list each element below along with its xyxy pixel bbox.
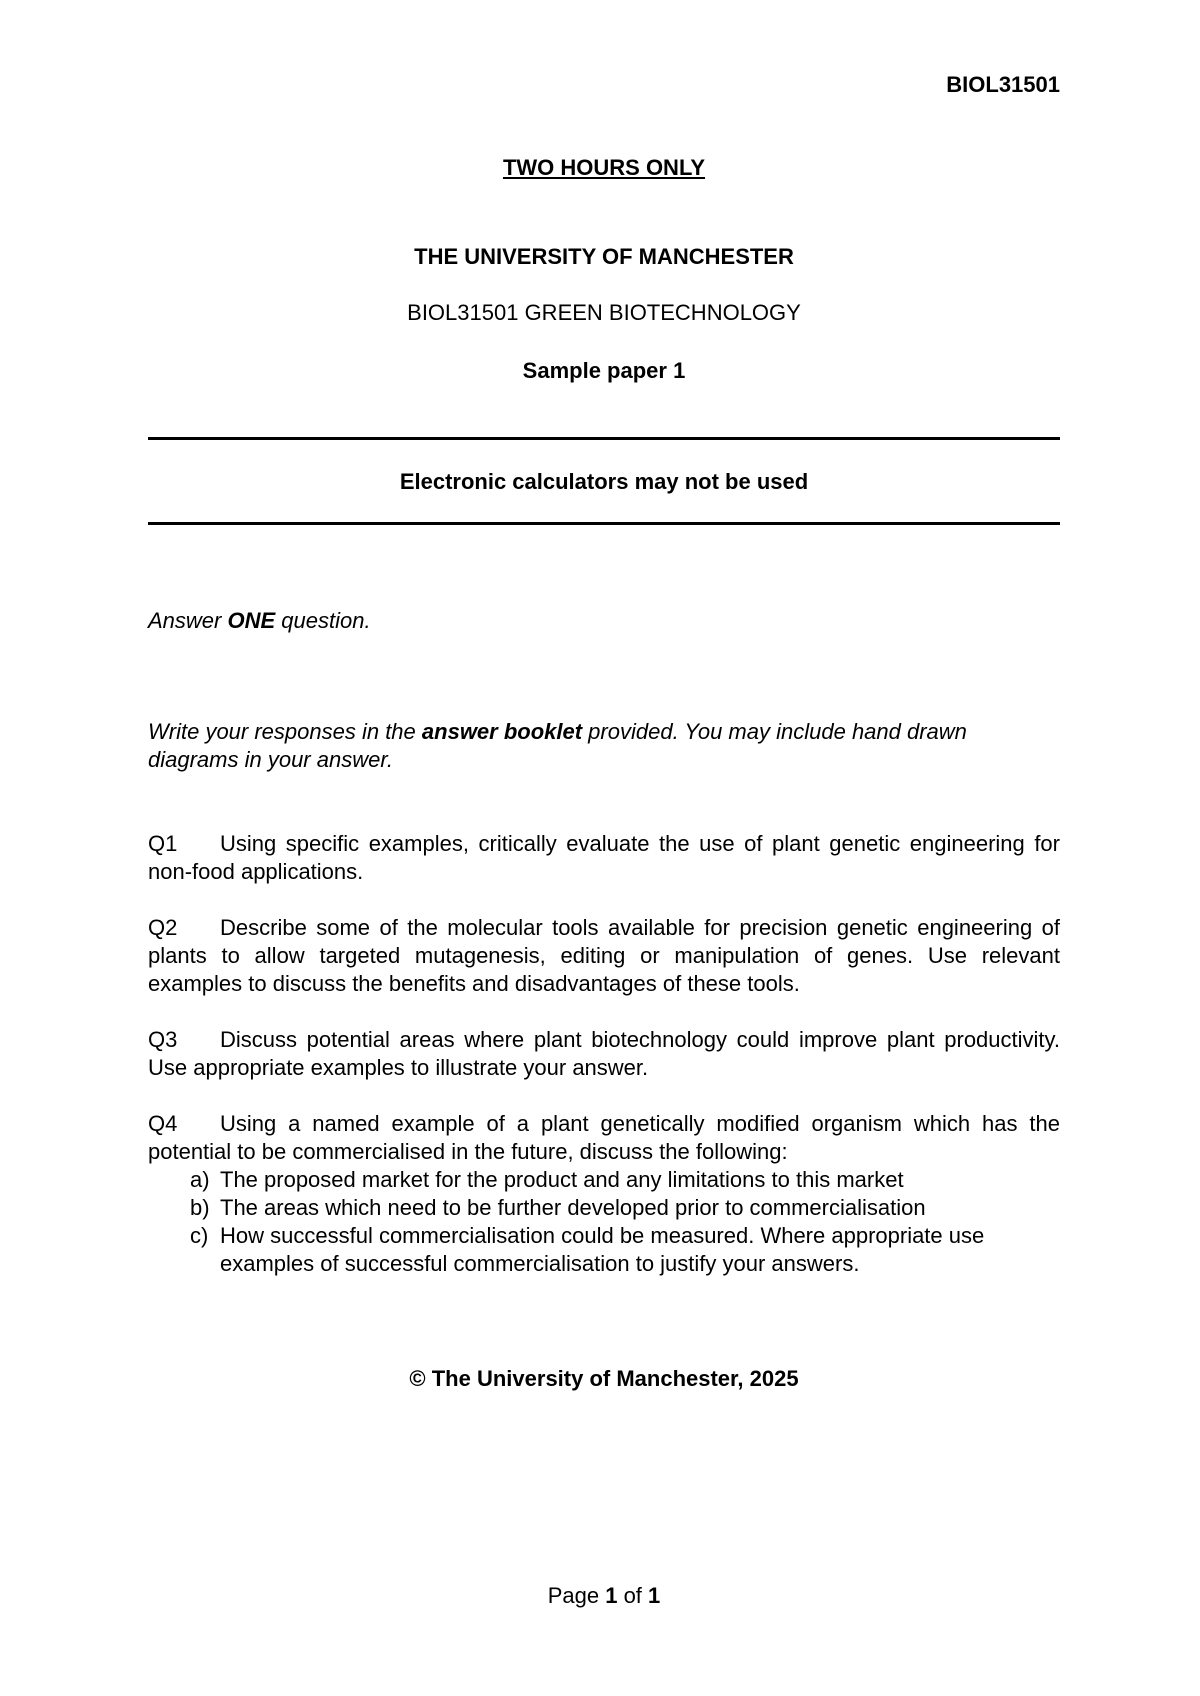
write-instruction-post: provided. You may include hand drawn diagrams in your answer.	[148, 719, 967, 772]
write-instruction-pre: Write your responses in the	[148, 719, 422, 744]
part-label: a)	[190, 1167, 210, 1192]
page-total: 1	[648, 1583, 661, 1608]
part-label: c)	[190, 1223, 209, 1248]
question-text: Using a named example of a plant genetically modified organism which has the potential to be commercialised in the future, discuss the following:	[148, 1111, 1060, 1164]
question-text: Using specific examples, critically evaluate the use of plant genetic engineering for non-food applications.	[148, 831, 1060, 884]
answer-instruction-pre: Answer	[148, 608, 228, 633]
divider-bottom	[148, 522, 1060, 525]
part-text: How successful commercialisation could be measured. Where appropriate use examples of successful commercialisation to justify your answers.	[220, 1223, 985, 1276]
question-3	[148, 1026, 1060, 1082]
exam-duration: TWO HOURS ONLY	[502, 155, 706, 180]
answer-instruction-bold: ONE	[227, 608, 276, 633]
course-title: BIOL31501 GREEN BIOTECHNOLOGY	[407, 300, 801, 325]
list-item	[148, 1166, 1060, 1194]
list-item	[148, 1194, 1060, 1222]
question-number: Q4	[148, 1111, 178, 1136]
write-instruction	[148, 718, 1060, 774]
question-text: Discuss potential areas where plant biotechnology could improve plant productivity. Use appropriate examples to illustrate your answer.	[148, 1027, 1060, 1080]
page-current: 1	[605, 1583, 618, 1608]
paper-title: Sample paper 1	[522, 358, 686, 383]
question-text: Describe some of the molecular tools available for precision genetic engineering of plants to allow targeted mutagenesis, editing or manipulation of genes. Use relevant examples to discuss the benefits and disadvantages of these tools.	[148, 915, 1060, 996]
part-text: The areas which need to be further developed prior to commercialisation	[220, 1195, 926, 1220]
question-4	[148, 1110, 1060, 1278]
question-number: Q2	[148, 915, 178, 940]
part-text: The proposed market for the product and any limitations to this market	[220, 1167, 904, 1192]
university-name: THE UNIVERSITY OF MANCHESTER	[414, 244, 794, 269]
question-2	[148, 914, 1060, 998]
divider-top	[148, 437, 1060, 440]
question-1	[148, 830, 1060, 886]
write-instruction-bold: answer booklet	[421, 719, 583, 744]
question-4-parts	[148, 1166, 1060, 1278]
list-item	[148, 1222, 1060, 1278]
of-word: of	[617, 1583, 649, 1608]
copyright-notice: © The University of Manchester, 2025	[409, 1366, 799, 1391]
page-number-footer	[148, 1583, 1060, 1609]
question-number: Q1	[148, 831, 178, 856]
course-code-header: BIOL31501	[946, 72, 1060, 97]
question-number: Q3	[148, 1027, 178, 1052]
page-word: Page	[547, 1583, 606, 1608]
answer-instruction	[148, 607, 1060, 635]
part-label: b)	[190, 1195, 210, 1220]
calculator-notice: Electronic calculators may not be used	[399, 469, 809, 494]
answer-instruction-post: question.	[275, 608, 371, 633]
